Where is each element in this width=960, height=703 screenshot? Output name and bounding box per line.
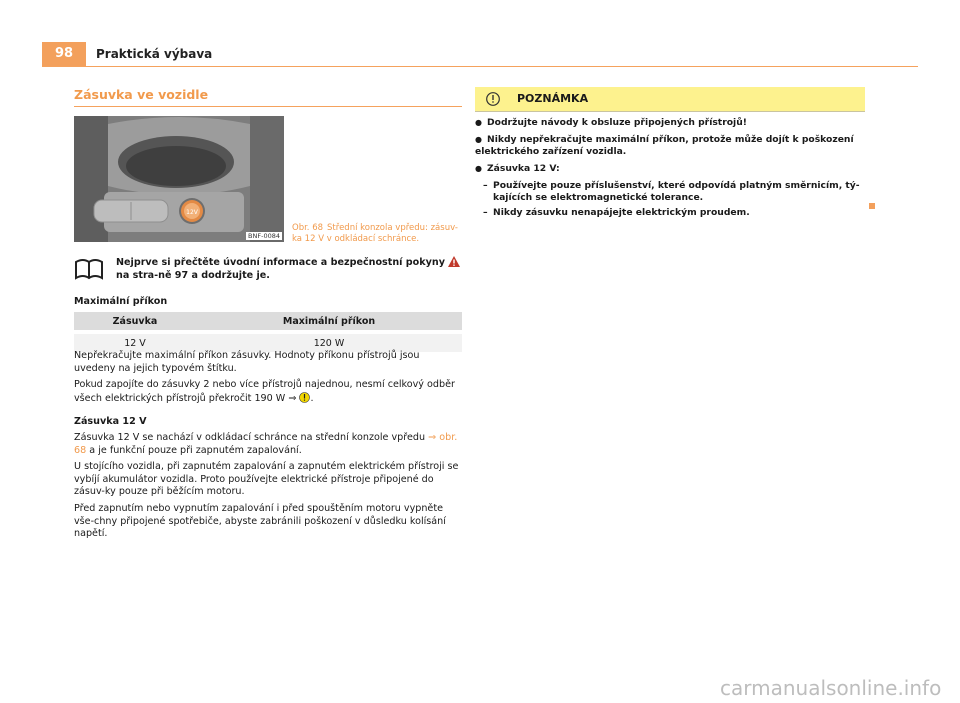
table-header: Maximální příkon xyxy=(196,312,462,330)
table-cell: 12 V xyxy=(74,334,196,352)
section-title: Praktická výbava xyxy=(96,47,213,61)
table-header: Zásuvka xyxy=(74,312,196,330)
list-item: ● Dodržujte návody k obsluze připojených přístrojů! xyxy=(475,117,747,128)
note-box xyxy=(475,87,865,218)
caption-text: Střední konzola vpředu: zásuv-ka 12 V v odkládací schránce. xyxy=(292,223,458,244)
figure-caption xyxy=(292,223,464,245)
caution-icon xyxy=(299,392,310,403)
figure-console-photo xyxy=(74,116,284,242)
list-item: ● Zásuvka 12 V: xyxy=(475,163,560,174)
caption-number: Obr. 68 xyxy=(292,223,324,233)
page-header xyxy=(42,42,918,67)
paragraph: Pokud zapojíte do zásuvky 2 nebo více přístrojů najednou, nesmí celkový odběr všech elektrických přístrojů překročit 190 W ⇒ . xyxy=(74,379,455,404)
sub-item: – Používejte pouze příslušenství, které odpovídá platným směrnicím, tý-kajících se elektromagnetické tolerance. xyxy=(483,180,860,203)
book-icon xyxy=(74,258,104,280)
note-title: POZNÁMKA xyxy=(517,92,589,105)
watermark: carmanualsonline.info xyxy=(720,676,942,700)
sub-item: – Nikdy zásuvku nenapájejte elektrickým proudem. xyxy=(483,207,750,218)
console-illustration xyxy=(74,116,284,242)
socket-label: 12V xyxy=(186,209,198,216)
figure-code: BNF-0084 xyxy=(248,232,280,240)
warning-icon xyxy=(448,256,460,267)
paragraph: Nepřekračujte maximální příkon zásuvky. Hodnoty příkonu přístrojů jsou uvedeny na jejich typovém štítku. xyxy=(74,350,420,374)
list-item: ● Nikdy nepřekračujte maximální příkon, protože může dojít k poškození elektrického zařízení vozidla. xyxy=(475,134,854,157)
subheading: Zásuvka 12 V xyxy=(74,416,147,427)
note-body xyxy=(475,112,865,219)
table-cell: 120 W xyxy=(196,334,462,352)
paragraph: U stojícího vozidla, při zapnutém zapalování a zapnutém elektrickém přístroji se vybíjí akumulátor vozidla. Proto používejte elektrické přístroje připojené do zásuv-ky pouze při běžícím motoru. xyxy=(74,461,459,497)
paragraph: Před zapnutím nebo vypnutím zapalování i před spouštěním motoru vypněte vše-chny připojené spotřebiče, abyste zabránili poškození v důsledku kolísání napětí. xyxy=(74,503,446,539)
power-table xyxy=(74,312,462,352)
paragraph: Zásuvka 12 V se nachází v odkládací schránce na střední konzole vpředu ⇒ obr. 68 a je funkční pouze při zapnutém zapalování. xyxy=(74,432,458,456)
exclamation-icon xyxy=(486,92,500,106)
note-header xyxy=(475,87,865,112)
page-heading: Zásuvka ve vozidle xyxy=(74,87,462,107)
intro-text: Nejprve si přečtěte úvodní informace a bezpečnostní pokyny na stra-ně 97 a dodržujte je. xyxy=(116,256,462,282)
left-column xyxy=(74,87,462,107)
max-power-label: Maximální příkon xyxy=(74,296,168,307)
end-marker xyxy=(869,203,875,209)
page-number: 98 xyxy=(42,42,86,66)
figure-link[interactable]: ⇒ obr. 68 xyxy=(74,432,458,456)
